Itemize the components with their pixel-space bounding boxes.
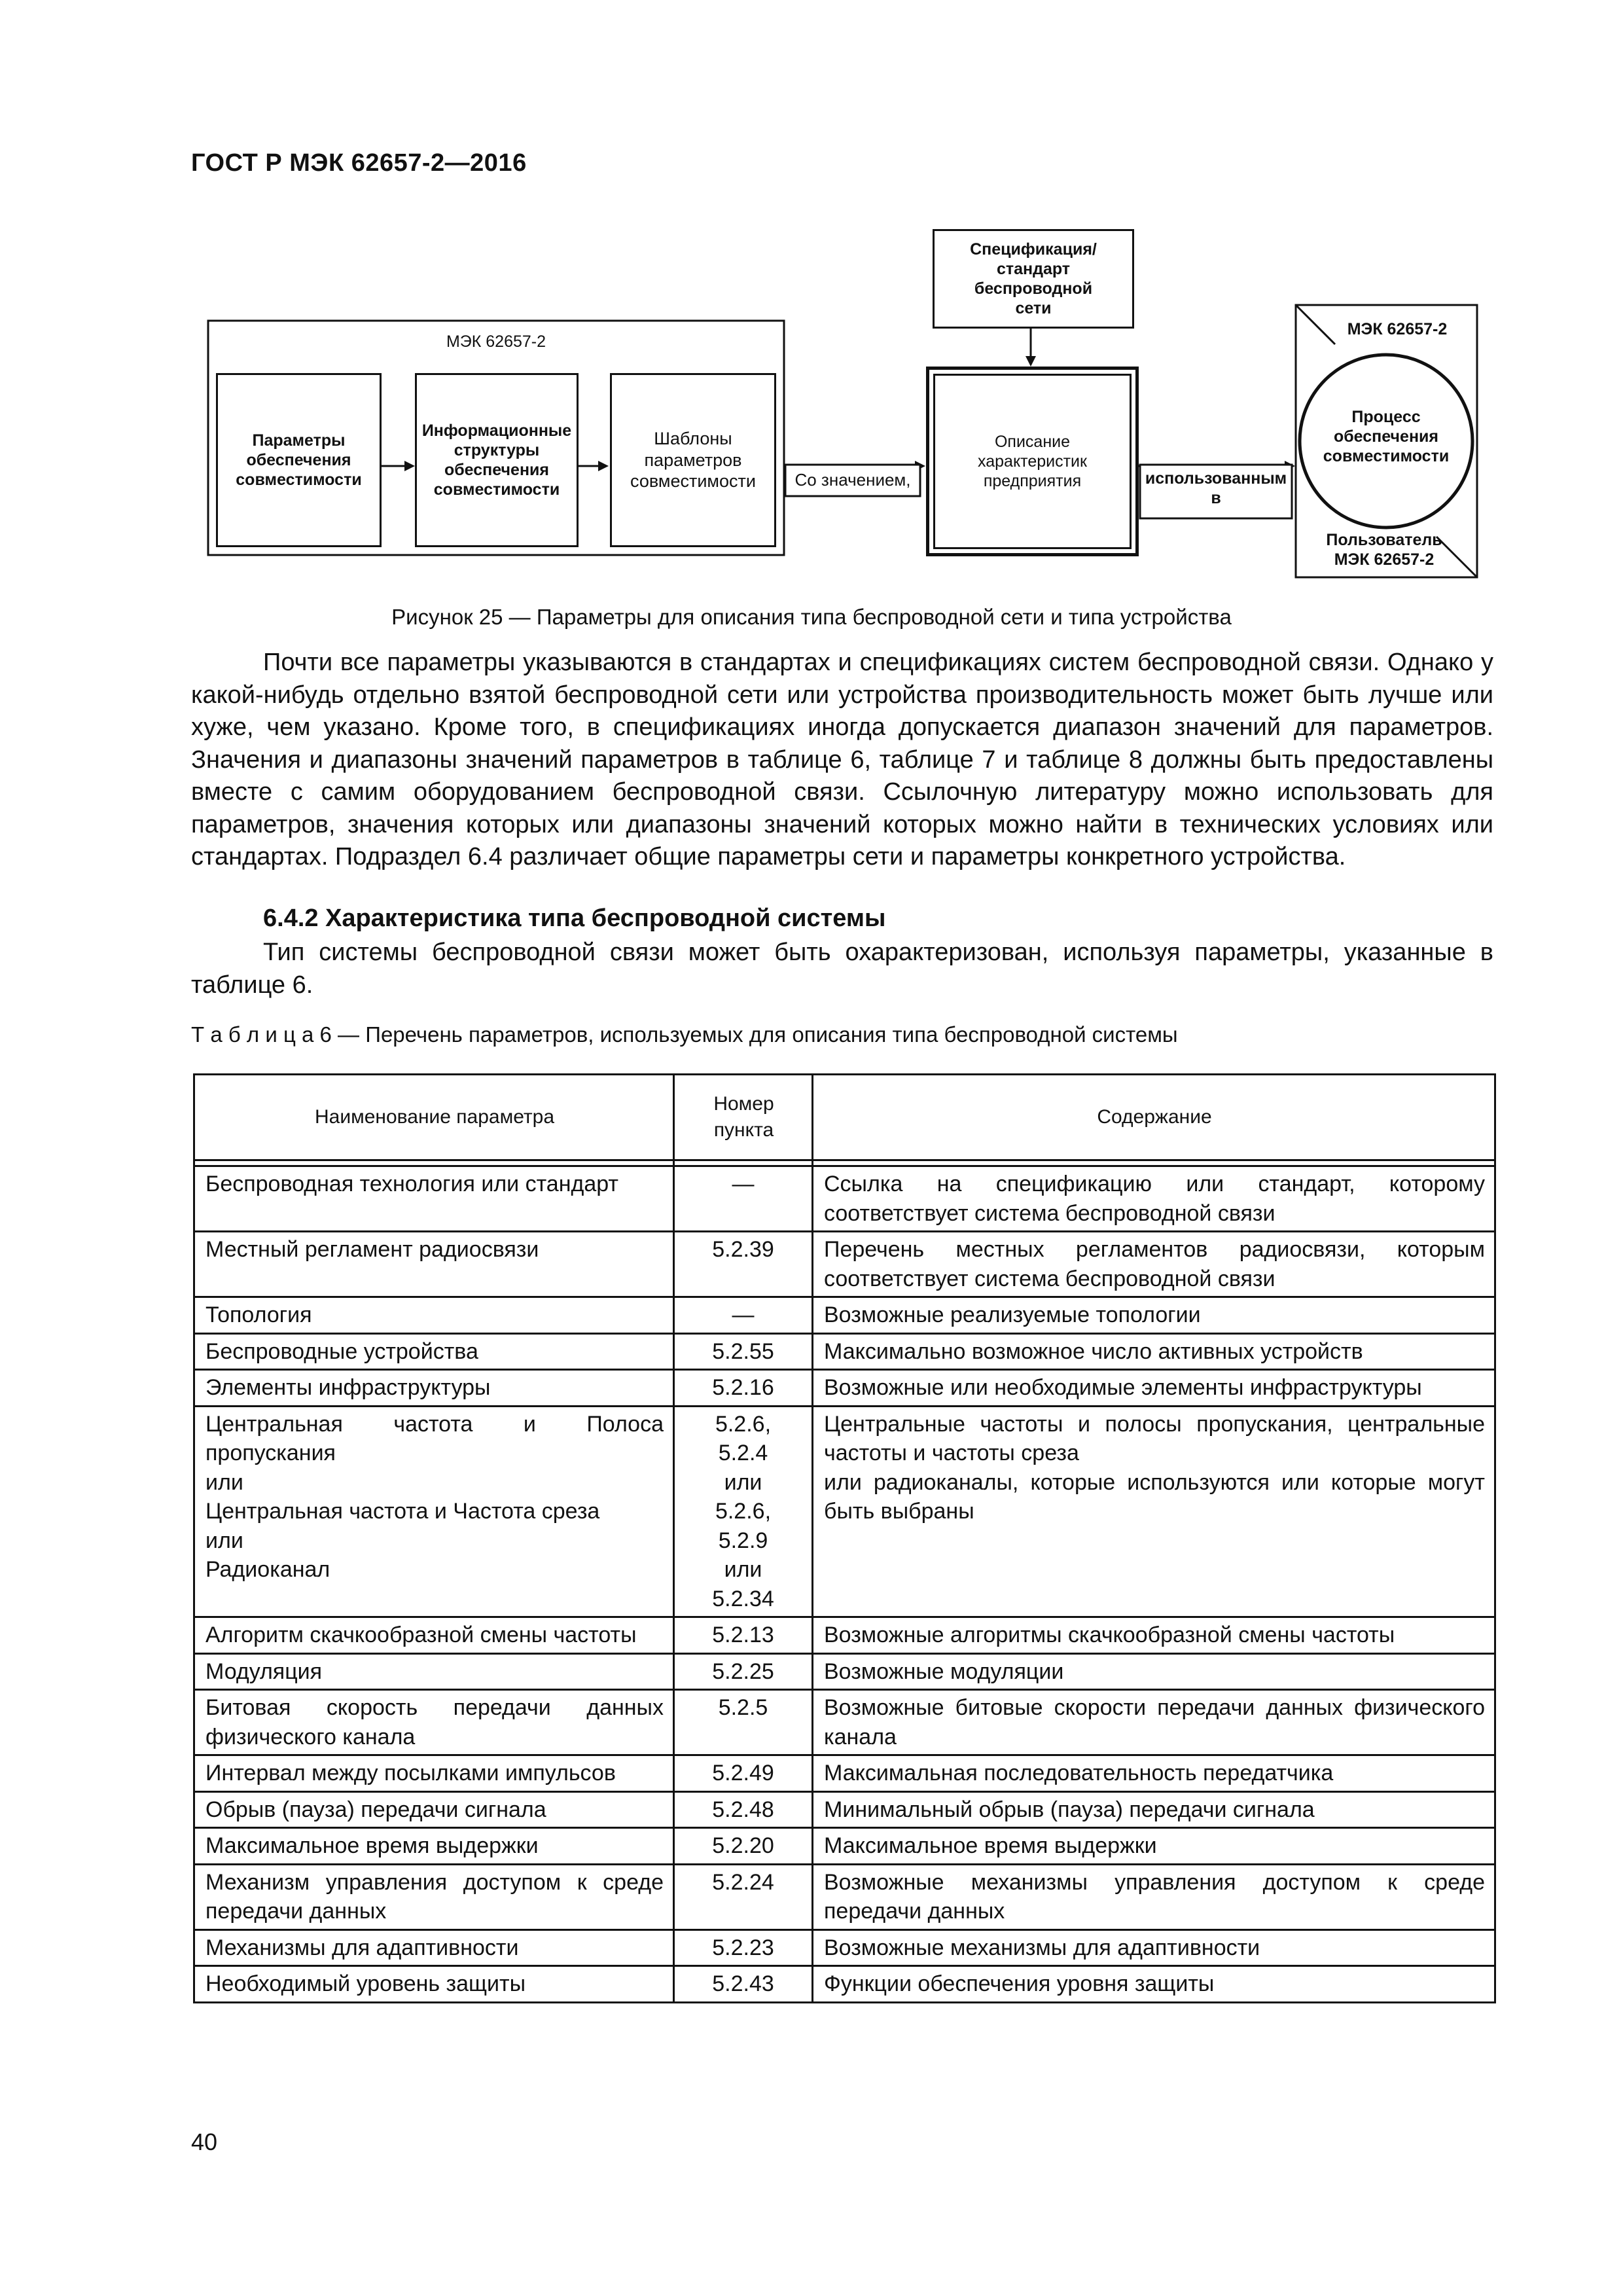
cell-desc: Минимальный обрыв (пауза) передачи сигнала: [813, 1791, 1495, 1828]
mek-group-label: МЭК 62657-2: [446, 332, 546, 351]
cell-num: 5.2.13: [674, 1617, 813, 1654]
cell-num: 5.2.6, 5.2.4 или 5.2.6, 5.2.9 или 5.2.34: [674, 1406, 813, 1617]
cell-desc: Возможные механизмы для адаптивности: [813, 1929, 1495, 1966]
section-heading: 6.4.2 Характеристика типа беспроводной системы: [263, 905, 886, 932]
figure-diagram: [0, 0, 1623, 602]
cell-param: Механизм управления доступом к среде передачи данных: [194, 1864, 674, 1929]
cell-desc: Максимальная последовательность передатчика: [813, 1755, 1495, 1792]
arrow-params-structures-head: [404, 461, 415, 471]
arrow-spec-description-head: [1026, 356, 1036, 367]
table-row: [194, 1406, 1495, 1617]
arrow-label-used: использованным в: [1145, 469, 1287, 507]
cell-num: 5.2.23: [674, 1929, 813, 1966]
cell-desc: Возможные битовые скорости передачи данных физического канала: [813, 1690, 1495, 1755]
cell-param: Механизмы для адаптивности: [194, 1929, 674, 1966]
body-paragraph-1: Почти все параметры указываются в стандартах и спецификациях систем беспроводной связи. Однако у какой-нибудь отдельно взятой беспроводной сети или устройства производительность может быть лучше или хуже, чем указано. Кроме того, в спецификациях иногда допускается диапазон значений для параметров. Значения и диапазоны значений параметров в таблице 6, таблице 7 и таблице 8 должны быть предоставлены вместе с самим оборудованием беспроводной связи. Ссылочную литературу можно использовать для параметров, значения которых или диапазоны значений которых можно найти в технических условиях или стандартах. Подраздел 6.4 различает общие параметры сети и параметры конкретного устройства.: [191, 649, 1493, 870]
cell-param: Необходимый уровень защиты: [194, 1966, 674, 2003]
arrow-label-values: Со значением,: [794, 470, 911, 490]
cell-desc: Максимально возможное число активных устройств: [813, 1333, 1495, 1370]
table-row: [194, 1929, 1495, 1966]
cell-desc: Центральные частоты и полосы пропускания, центральные частоты и частоты среза или радиоканалы, которые используются или которые могут быть выбраны: [813, 1406, 1495, 1617]
cell-num: 5.2.55: [674, 1333, 813, 1370]
cell-num: 5.2.20: [674, 1828, 813, 1865]
cell-num: 5.2.48: [674, 1791, 813, 1828]
table-row: [194, 1966, 1495, 2003]
cell-desc: Возможные или необходимые элементы инфраструктуры: [813, 1370, 1495, 1407]
cell-param: Обрыв (пауза) передачи сигнала: [194, 1791, 674, 1828]
header-desc: Содержание: [813, 1075, 1495, 1160]
templates-box: Шаблоны параметров совместимости: [610, 373, 776, 547]
table-row: [194, 1370, 1495, 1407]
table-row: [194, 1653, 1495, 1690]
cell-desc: Ссылка на спецификацию или стандарт, которому соответствует система беспроводной связи: [813, 1166, 1495, 1232]
table-caption: Т а б л и ц а 6 — Перечень параметров, используемых для описания типа беспроводной системы: [191, 1022, 1178, 1047]
cell-param: Максимальное время выдержки: [194, 1828, 674, 1865]
description-box: Описание характеристик предприятия: [926, 367, 1139, 556]
table-row: [194, 1690, 1495, 1755]
cell-param: Беспроводная технология или стандарт: [194, 1166, 674, 1232]
table-row: [194, 1232, 1495, 1297]
page-number: 40: [191, 2128, 218, 2155]
cell-param: Топология: [194, 1297, 674, 1334]
cell-desc: Возможные реализуемые топологии: [813, 1297, 1495, 1334]
running-header: ГОСТ Р МЭК 62657-2—2016: [191, 149, 527, 177]
user-top-label: МЭК 62657-2: [1347, 320, 1448, 338]
cell-num: —: [674, 1297, 813, 1334]
figure-caption: Рисунок 25 — Параметры для описания типа беспроводной сети и типа устройства: [391, 605, 1232, 629]
table-header-row: [194, 1075, 1495, 1160]
cell-num: 5.2.49: [674, 1755, 813, 1792]
cell-desc: Перечень местных регламентов радиосвязи, которым соответствует система беспроводной связи: [813, 1232, 1495, 1297]
user-bottom-label: Пользователь МЭК 62657-2: [1326, 531, 1442, 569]
spec-box: Спецификация/ стандарт беспроводной сети: [933, 229, 1134, 329]
arrow-structures-templates-head: [598, 461, 609, 471]
cell-param: Битовая скорость передачи данных физического канала: [194, 1690, 674, 1755]
table-row: [194, 1828, 1495, 1865]
table-row: [194, 1755, 1495, 1792]
cell-num: 5.2.24: [674, 1864, 813, 1929]
cell-desc: Возможные модуляции: [813, 1653, 1495, 1690]
table-row: [194, 1166, 1495, 1232]
cell-param: Интервал между посылками импульсов: [194, 1755, 674, 1792]
cell-desc: Возможные алгоритмы скачкообразной смены частоты: [813, 1617, 1495, 1654]
cell-num: 5.2.39: [674, 1232, 813, 1297]
table-row: [194, 1864, 1495, 1929]
body-paragraph-2: Тип системы беспроводной связи может быть охарактеризован, используя параметры, указанные в таблице 6.: [191, 939, 1493, 999]
cell-param: Алгоритм скачкообразной смены частоты: [194, 1617, 674, 1654]
cell-num: 5.2.43: [674, 1966, 813, 2003]
table-header-gap: [194, 1160, 1495, 1166]
cell-param: Местный регламент радиосвязи: [194, 1232, 674, 1297]
header-param: Наименование параметра: [194, 1075, 674, 1160]
process-circle-label: Процесс обеспечения совместимости: [1323, 408, 1450, 465]
table-row: [194, 1791, 1495, 1828]
cell-param: Модуляция: [194, 1653, 674, 1690]
table-row: [194, 1333, 1495, 1370]
table-row: [194, 1297, 1495, 1334]
cell-num: 5.2.5: [674, 1690, 813, 1755]
cell-desc: Возможные механизмы управления доступом к среде передачи данных: [813, 1864, 1495, 1929]
cell-param: Элементы инфраструктуры: [194, 1370, 674, 1407]
cell-desc: Максимальное время выдержки: [813, 1828, 1495, 1865]
header-num: Номер пункта: [674, 1075, 813, 1160]
cell-param: Центральная частота и Полоса пропускания или Центральная частота и Частота среза или Радиоканал: [194, 1406, 674, 1617]
parameters-table: [193, 1073, 1496, 2003]
cell-num: 5.2.16: [674, 1370, 813, 1407]
params-box: Параметры обеспечения совместимости: [216, 373, 382, 547]
cell-num: —: [674, 1166, 813, 1232]
cell-num: 5.2.25: [674, 1653, 813, 1690]
table-row: [194, 1617, 1495, 1654]
structures-box: Информационные структуры обеспечения совместимости: [415, 373, 579, 547]
cell-desc: Функции обеспечения уровня защиты: [813, 1966, 1495, 2003]
cell-param: Беспроводные устройства: [194, 1333, 674, 1370]
